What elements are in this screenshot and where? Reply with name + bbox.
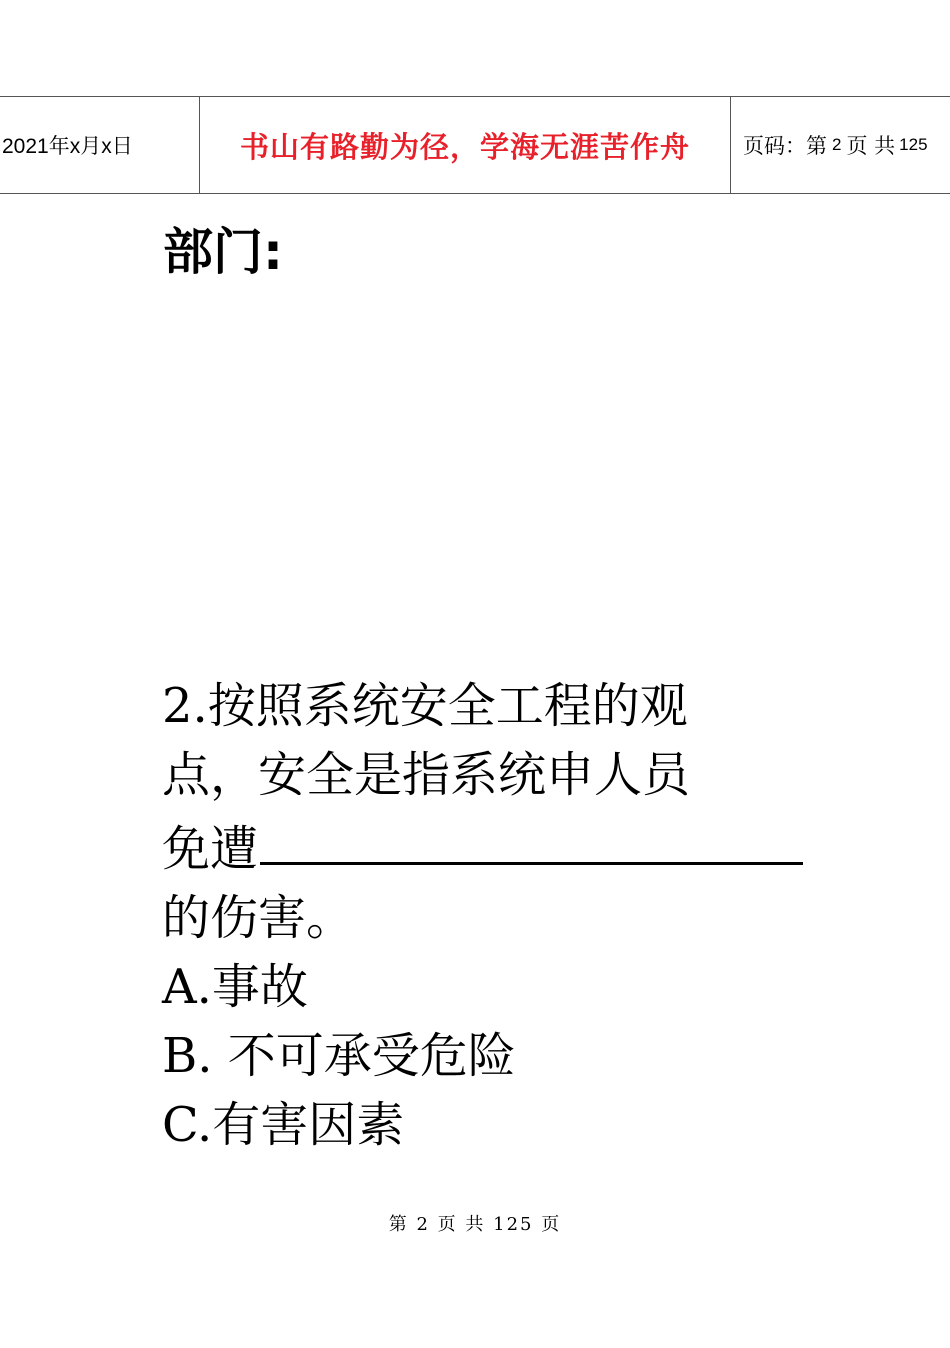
question-line-1: 2.按照系统安全工程的观 — [162, 678, 688, 734]
answer-blank — [260, 810, 803, 865]
header-date — [0, 97, 200, 193]
option-a: A.事故 — [162, 959, 308, 1015]
question-line-4: 的伤害。 — [162, 890, 355, 946]
question-line-2: 点，安全是指系统申人员 — [162, 747, 691, 803]
page-header — [0, 96, 950, 194]
option-b: B. 不可承受危险 — [162, 1028, 516, 1084]
date-text: 2021年x月x日 — [2, 135, 133, 158]
header-motto — [200, 97, 731, 193]
header-page-number — [731, 97, 950, 193]
department-label: 部门: — [163, 223, 283, 281]
page-current: 2 — [832, 135, 842, 154]
page-footer: 第 2 页 共 125 页 — [388, 1214, 562, 1235]
question-line-3-prefix: 免遭 — [162, 821, 259, 877]
page-label: 页码：第 — [743, 134, 827, 158]
option-c: C.有害因素 — [162, 1097, 405, 1153]
motto-text: 书山有路勤为径，学海无涯苦作舟 — [239, 129, 690, 164]
page-total: 125 — [899, 135, 928, 154]
question-line-3 — [162, 810, 842, 884]
page-mid: 页 共 — [846, 134, 896, 158]
question-block — [162, 672, 842, 1160]
